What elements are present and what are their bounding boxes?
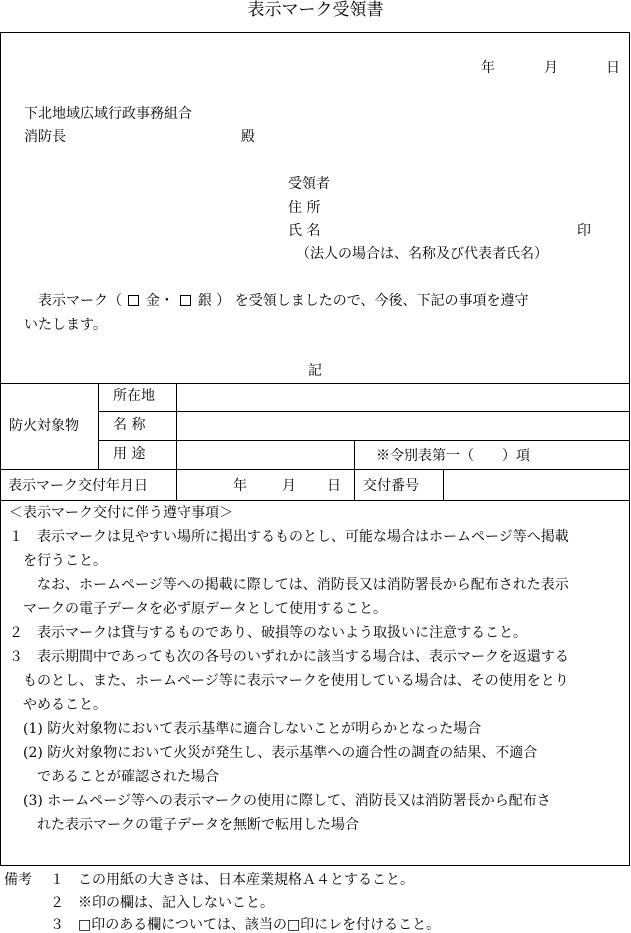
addressee-position: 消防長: [24, 129, 66, 145]
form-title: 表示マーク受領書: [247, 0, 384, 20]
remark-item-1: １ この用紙の大きさは、日本産業規格Ａ４とすること。: [50, 872, 414, 888]
rules-line: ２ 表示マークは貸与するものであり、破損等のないよう取扱いに注意すること。: [9, 625, 527, 641]
table-row-line-3: [0, 469, 630, 470]
rules-line: やめること。: [9, 697, 107, 713]
rules-line: ものとし、また、ホームページ等に表示マークを使用している場合は、その使用をとり: [9, 673, 569, 689]
receiver-note: （法人の場合は、名称及び代表者氏名）: [296, 246, 548, 262]
receipt-prefix: 表示マーク（: [38, 293, 122, 309]
table-col-line-4: [443, 469, 444, 500]
table-col-line-1: [98, 383, 99, 469]
receipt-suffix: を受領しましたので、今後、下記の事項を遵守: [234, 293, 529, 309]
remark-item-3: ３ □印のある欄については、該当の□印にレを付けること。: [50, 917, 441, 933]
table-col-line-2: [176, 383, 177, 500]
rules-list: [9, 525, 569, 837]
issue-date-label: 表示マーク交付年月日: [8, 478, 148, 494]
rules-line: マークの電子データを必ず原データとして使用すること。: [9, 601, 387, 617]
gold-checkbox[interactable]: [128, 295, 139, 306]
object-label: 防火対象物: [9, 418, 79, 434]
rules-line: であることが確認された場合: [9, 769, 219, 785]
date-day-label: 日: [606, 60, 620, 76]
date-month-label: 月: [544, 60, 558, 76]
rules-line: れた表示マークの電子データを無断で転用した場合: [9, 817, 359, 833]
location-label: 所在地: [113, 388, 155, 404]
table-bottom-line: [0, 500, 630, 501]
rules-line: ３ 表示期間中であっても次の各号のいずれかに該当する場合は、表示マークを返還する: [9, 649, 569, 665]
receipt-line-1: [38, 294, 528, 308]
rules-line: なお、ホームページ等への掲載に際しては、消防長又は消防署長から配布された表示: [9, 577, 569, 593]
name-label: 名 称: [113, 417, 146, 433]
issue-year: 年: [233, 478, 247, 494]
rules-line: (3) ホームページ等への表示マークの使用に際して、消防長又は消防署長から配布さ: [9, 793, 551, 809]
class-note: ※令別表第一（ ）項: [376, 448, 530, 464]
receipt-line-2: いたします。: [24, 317, 107, 333]
remarks-label: 備考: [4, 872, 32, 888]
table-row-line-1: [98, 411, 630, 412]
rules-line: を行うこと。: [9, 553, 107, 569]
receiver-label: 受領者: [288, 176, 330, 192]
rules-line: (2) 防火対象物において火災が発生し、表示基準への適合性の調査の結果、不適合: [9, 745, 538, 761]
rules-line: １ 表示マークは見やすい場所に掲出するものとし、可能な場合はホームページ等へ掲載: [9, 529, 569, 545]
receiver-address-label: 住 所: [288, 200, 321, 216]
use-label: 用 途: [113, 446, 146, 462]
issue-number-label: 交付番号: [363, 478, 419, 494]
table-top-line: [0, 383, 630, 384]
gold-label: 金・: [145, 293, 174, 309]
addressee-org: 下北地域広域行政事務組合: [24, 106, 192, 122]
rules-heading: ＜表示マーク交付に伴う遵守事項＞: [9, 505, 233, 521]
rules-line: (1) 防火対象物において表示基準に適合しないことが明らかとなった場合: [9, 721, 482, 737]
table-col-line-3: [354, 440, 355, 500]
addressee-honorific: 殿: [241, 129, 255, 145]
table-row-line-2: [98, 440, 630, 441]
silver-label: 銀 ）: [197, 293, 231, 309]
date-year-label: 年: [481, 60, 495, 76]
seal-mark: 印: [577, 223, 591, 239]
ki-label: 記: [308, 363, 322, 379]
receiver-name-label: 氏 名: [288, 223, 321, 239]
silver-checkbox[interactable]: [180, 295, 191, 306]
remark-item-2: ２ ※印の欄は、記入しないこと。: [50, 895, 274, 911]
issue-day: 日: [327, 478, 341, 494]
issue-month: 月: [282, 478, 296, 494]
